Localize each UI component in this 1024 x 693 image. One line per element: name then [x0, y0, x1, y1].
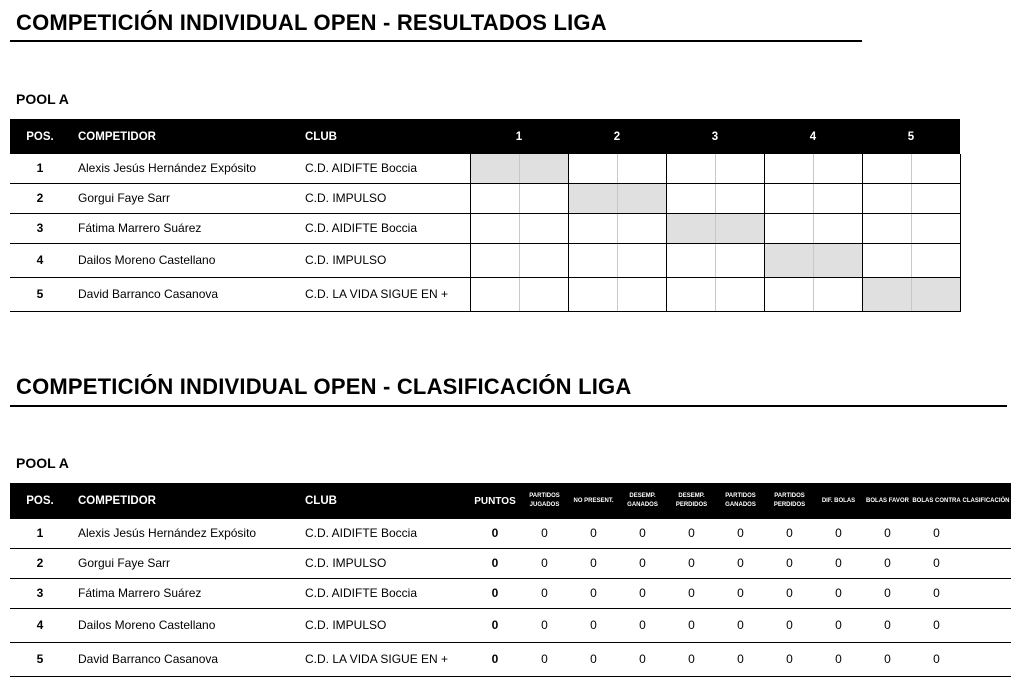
row-club: C.D. LA VIDA SIGUE EN +	[297, 277, 470, 311]
result-cell	[862, 277, 911, 311]
class-row-partidos-perdidos: 0	[765, 578, 814, 608]
class-row-points: 0	[470, 578, 520, 608]
results-row	[10, 277, 960, 311]
class-header-competitor: COMPETIDOR	[70, 483, 297, 519]
class-row-no-present: 0	[569, 642, 618, 676]
class-header-partidos-ganados: PARTIDOS GANADOS	[716, 483, 765, 519]
result-cell	[666, 183, 715, 213]
result-cell	[666, 243, 715, 277]
class-row-desemp-ganados: 0	[618, 578, 667, 608]
result-cell	[764, 243, 813, 277]
row-competitor: David Barranco Casanova	[70, 277, 297, 311]
result-cell	[519, 277, 568, 311]
class-row-no-present: 0	[569, 578, 618, 608]
results-title-rule	[10, 40, 862, 42]
classification-title: COMPETICIÓN INDIVIDUAL OPEN - CLASIFICACIÓN LIGA	[16, 374, 632, 399]
class-row-partidos-perdidos: 0	[765, 519, 814, 548]
class-row-desemp-ganados: 0	[618, 519, 667, 548]
classification-row	[10, 608, 1011, 642]
header-round-3: 3	[666, 119, 764, 154]
class-row-desemp-perdidos: 0	[667, 578, 716, 608]
result-cell	[911, 213, 960, 243]
classification-row	[10, 578, 1011, 608]
class-row-desemp-perdidos: 0	[667, 608, 716, 642]
row-competitor: Gorgui Faye Sarr	[70, 183, 297, 213]
class-row-partidos-jugados: 0	[520, 548, 569, 578]
class-row-club: C.D. AIDIFTE Boccia	[297, 519, 470, 548]
result-cell	[519, 154, 568, 183]
result-cell	[715, 154, 764, 183]
result-cell	[470, 243, 519, 277]
class-row-desemp-perdidos: 0	[667, 519, 716, 548]
class-row-desemp-ganados: 0	[618, 548, 667, 578]
header-round-1: 1	[470, 119, 568, 154]
class-row-bolas-contra: 0	[912, 519, 961, 548]
results-header-row	[10, 119, 960, 154]
class-row-bolas-contra: 0	[912, 578, 961, 608]
class-row-no-present: 0	[569, 519, 618, 548]
row-competitor: Fátima Marrero Suárez	[70, 213, 297, 243]
row-pos: 1	[10, 154, 70, 183]
row-competitor: Dailos Moreno Castellano	[70, 243, 297, 277]
class-row-bolas-favor: 0	[863, 642, 912, 676]
class-row-bolas-favor: 0	[863, 608, 912, 642]
class-row-points: 0	[470, 548, 520, 578]
class-row-partidos-ganados: 0	[716, 578, 765, 608]
result-cell	[568, 277, 617, 311]
class-row-competitor: David Barranco Casanova	[70, 642, 297, 676]
result-cell	[813, 213, 862, 243]
class-row-pos: 4	[10, 608, 70, 642]
classification-table	[10, 483, 1011, 677]
class-header-desemp-perdidos: DESEMP. PERDIDOS	[667, 483, 716, 519]
class-row-desemp-perdidos: 0	[667, 548, 716, 578]
class-header-bolas-favor: BOLAS FAVOR	[863, 483, 912, 519]
result-cell	[862, 243, 911, 277]
result-cell	[715, 213, 764, 243]
class-header-points: PUNTOS	[470, 483, 520, 519]
class-row-pos: 5	[10, 642, 70, 676]
result-cell	[568, 213, 617, 243]
results-row	[10, 154, 960, 183]
result-cell	[764, 277, 813, 311]
row-club: C.D. AIDIFTE Boccia	[297, 154, 470, 183]
results-body	[10, 154, 960, 311]
result-cell	[862, 154, 911, 183]
results-title: COMPETICIÓN INDIVIDUAL OPEN - RESULTADOS LIGA	[16, 10, 607, 35]
class-row-partidos-perdidos: 0	[765, 548, 814, 578]
header-round-5: 5	[862, 119, 960, 154]
result-cell	[813, 277, 862, 311]
header-club: CLUB	[297, 119, 470, 154]
header-pos: POS.	[10, 119, 70, 154]
class-row-bolas-favor: 0	[863, 578, 912, 608]
result-cell	[519, 243, 568, 277]
results-pool-label: POOL A	[16, 91, 69, 107]
result-cell	[470, 154, 519, 183]
results-row	[10, 213, 960, 243]
class-row-pos: 3	[10, 578, 70, 608]
class-row-clasificacion	[961, 642, 1011, 676]
result-cell	[715, 277, 764, 311]
class-header-partidos-jugados: PARTIDOS JUGADOS	[520, 483, 569, 519]
class-row-partidos-ganados: 0	[716, 608, 765, 642]
classification-header-row	[10, 483, 1011, 519]
classification-row	[10, 519, 1011, 548]
class-row-clasificacion	[961, 578, 1011, 608]
class-row-clasificacion	[961, 519, 1011, 548]
class-row-desemp-ganados: 0	[618, 608, 667, 642]
result-cell	[617, 277, 666, 311]
header-round-2: 2	[568, 119, 666, 154]
class-row-competitor: Dailos Moreno Castellano	[70, 608, 297, 642]
class-row-partidos-ganados: 0	[716, 519, 765, 548]
class-row-dif-bolas: 0	[814, 608, 863, 642]
result-cell	[666, 154, 715, 183]
class-row-pos: 1	[10, 519, 70, 548]
class-row-points: 0	[470, 642, 520, 676]
class-header-pos: POS.	[10, 483, 70, 519]
class-row-pos: 2	[10, 548, 70, 578]
result-cell	[911, 277, 960, 311]
class-row-club: C.D. AIDIFTE Boccia	[297, 578, 470, 608]
classification-body	[10, 519, 1011, 676]
row-pos: 2	[10, 183, 70, 213]
class-row-club: C.D. IMPULSO	[297, 548, 470, 578]
results-table	[10, 119, 961, 312]
result-cell	[470, 183, 519, 213]
row-club: C.D. IMPULSO	[297, 183, 470, 213]
class-header-bolas-contra: BOLAS CONTRA	[912, 483, 961, 519]
classification-pool-label: POOL A	[16, 455, 69, 471]
result-cell	[911, 243, 960, 277]
class-row-no-present: 0	[569, 608, 618, 642]
row-pos: 3	[10, 213, 70, 243]
result-cell	[862, 213, 911, 243]
result-cell	[666, 277, 715, 311]
classification-row	[10, 642, 1011, 676]
class-row-partidos-perdidos: 0	[765, 642, 814, 676]
class-row-club: C.D. IMPULSO	[297, 608, 470, 642]
classification-title-rule	[10, 405, 1007, 407]
row-pos: 4	[10, 243, 70, 277]
class-row-points: 0	[470, 608, 520, 642]
header-competitor: COMPETIDOR	[70, 119, 297, 154]
result-cell	[470, 213, 519, 243]
classification-row	[10, 548, 1011, 578]
class-row-bolas-contra: 0	[912, 608, 961, 642]
result-cell	[568, 183, 617, 213]
class-row-bolas-favor: 0	[863, 548, 912, 578]
class-row-desemp-perdidos: 0	[667, 642, 716, 676]
row-competitor: Alexis Jesús Hernández Expósito	[70, 154, 297, 183]
result-cell	[568, 154, 617, 183]
class-row-dif-bolas: 0	[814, 578, 863, 608]
class-row-competitor: Gorgui Faye Sarr	[70, 548, 297, 578]
class-row-dif-bolas: 0	[814, 519, 863, 548]
class-row-clasificacion	[961, 548, 1011, 578]
class-row-bolas-contra: 0	[912, 548, 961, 578]
result-cell	[519, 213, 568, 243]
class-row-partidos-ganados: 0	[716, 642, 765, 676]
class-row-dif-bolas: 0	[814, 642, 863, 676]
result-cell	[911, 183, 960, 213]
class-row-no-present: 0	[569, 548, 618, 578]
result-cell	[715, 243, 764, 277]
class-row-dif-bolas: 0	[814, 548, 863, 578]
result-cell	[617, 213, 666, 243]
class-row-partidos-jugados: 0	[520, 519, 569, 548]
class-row-bolas-favor: 0	[863, 519, 912, 548]
class-row-club: C.D. LA VIDA SIGUE EN +	[297, 642, 470, 676]
class-row-desemp-ganados: 0	[618, 642, 667, 676]
class-header-partidos-perdidos: PARTIDOS PERDIDOS	[765, 483, 814, 519]
result-cell	[568, 243, 617, 277]
class-row-bolas-contra: 0	[912, 642, 961, 676]
result-cell	[813, 243, 862, 277]
result-cell	[813, 154, 862, 183]
class-row-competitor: Fátima Marrero Suárez	[70, 578, 297, 608]
class-row-partidos-jugados: 0	[520, 642, 569, 676]
result-cell	[470, 277, 519, 311]
class-row-points: 0	[470, 519, 520, 548]
class-row-partidos-ganados: 0	[716, 548, 765, 578]
header-round-4: 4	[764, 119, 862, 154]
row-club: C.D. IMPULSO	[297, 243, 470, 277]
result-cell	[617, 183, 666, 213]
results-row	[10, 243, 960, 277]
class-header-club: CLUB	[297, 483, 470, 519]
class-header-no-present: NO PRESENT.	[569, 483, 618, 519]
result-cell	[764, 183, 813, 213]
result-cell	[764, 154, 813, 183]
class-row-competitor: Alexis Jesús Hernández Expósito	[70, 519, 297, 548]
class-row-partidos-perdidos: 0	[765, 608, 814, 642]
row-pos: 5	[10, 277, 70, 311]
class-header-dif-bolas: DIF. BOLAS	[814, 483, 863, 519]
class-row-clasificacion	[961, 608, 1011, 642]
result-cell	[617, 243, 666, 277]
result-cell	[911, 154, 960, 183]
result-cell	[715, 183, 764, 213]
result-cell	[813, 183, 862, 213]
class-row-partidos-jugados: 0	[520, 578, 569, 608]
class-row-partidos-jugados: 0	[520, 608, 569, 642]
class-header-desemp-ganados: DESEMP. GANADOS	[618, 483, 667, 519]
row-club: C.D. AIDIFTE Boccia	[297, 213, 470, 243]
result-cell	[519, 183, 568, 213]
results-row	[10, 183, 960, 213]
result-cell	[666, 213, 715, 243]
result-cell	[764, 213, 813, 243]
class-header-clasificacion: CLASIFICACIÓN	[961, 483, 1011, 519]
result-cell	[862, 183, 911, 213]
result-cell	[617, 154, 666, 183]
